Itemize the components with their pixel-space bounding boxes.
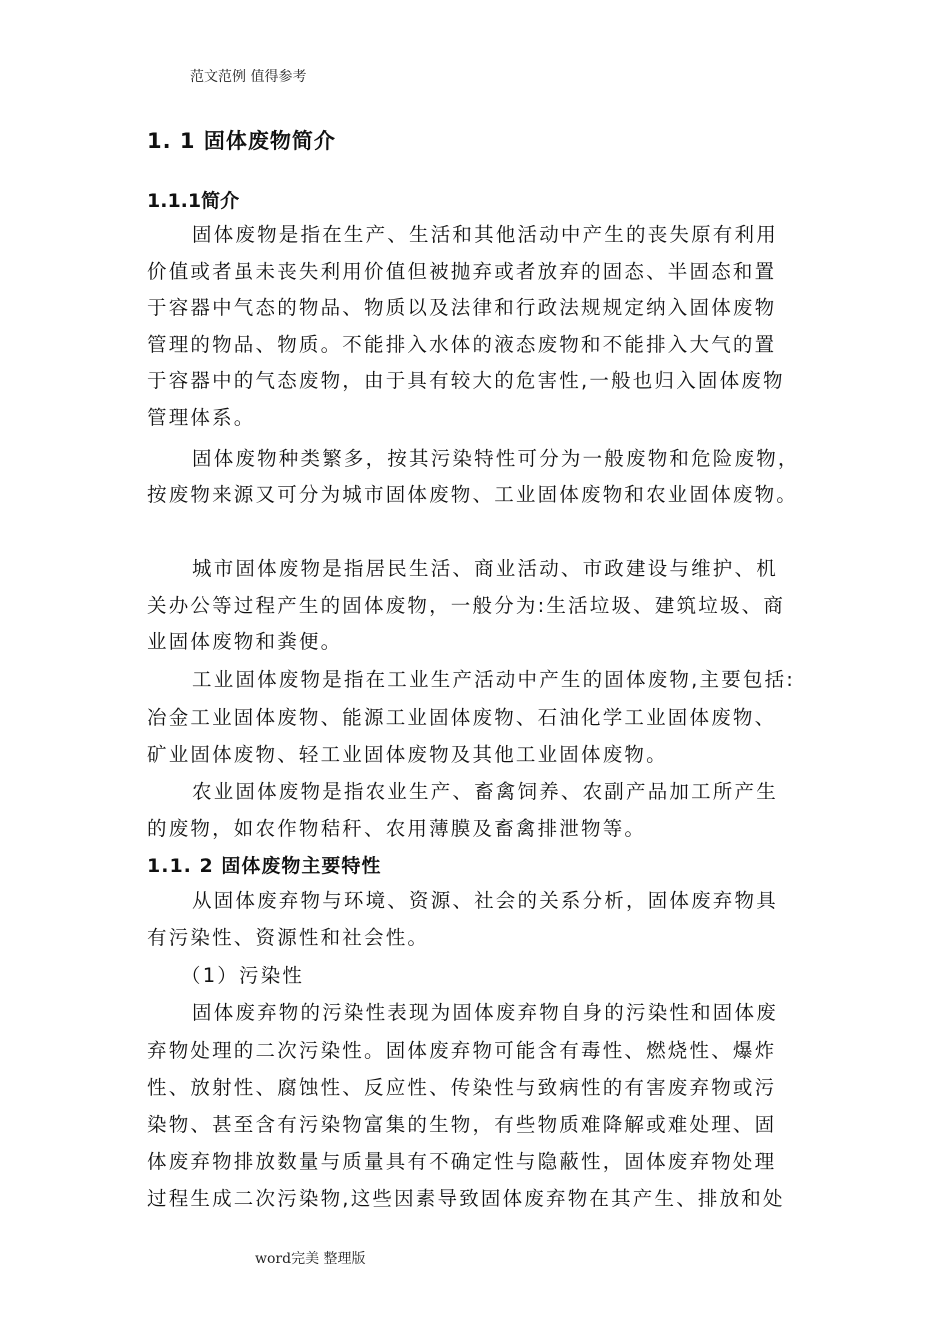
paragraph-line: 冶金工业固体废物、能源工业固体废物、石油化学工业固体废物、 (147, 706, 777, 729)
paragraph-line: 固体废物种类繁多，按其污染特性可分为一般废物和危险废物， (192, 447, 800, 470)
paragraph-line: 矿业固体废物、轻工业固体废物及其他工业固体废物。 (147, 743, 668, 766)
paragraph-line: 固体废物是指在生产、生活和其他活动中产生的丧失原有利用 (192, 223, 778, 246)
paragraph-line: 管理体系。 (147, 406, 256, 429)
paragraph-line: 管理的物品、物质。不能排入水体的液态废物和不能排入大气的置 (147, 333, 777, 356)
paragraph-line: 的废物，如农作物秸秆、农用薄膜及畜禽排泄物等。 (147, 817, 647, 840)
section-title-1-1: 1. 1 固体废物简介 (147, 129, 336, 153)
paragraph-line: 城市固体废物是指居民生活、商业活动、市政建设与维护、机 (192, 557, 778, 580)
paragraph-line: 从固体废弃物与环境、资源、社会的关系分析，固体废弃物具 (192, 889, 778, 912)
page-footer-note: word完美 整理版 (255, 1251, 366, 1267)
paragraph-line: 关办公等过程产生的固体废物，一般分为:生活垃圾、建筑垃圾、商 (147, 594, 786, 617)
subheading-pollution: （1）污染性 (181, 964, 305, 987)
paragraph-line: 工业固体废物是指在工业生产活动中产生的固体废物,主要包括: (192, 668, 796, 691)
paragraph-line: 按废物来源又可分为城市固体废物、工业固体废物和农业固体废物。 (147, 483, 799, 506)
page-header-note: 范文范例 值得参考 (190, 69, 307, 85)
paragraph-line: 农业固体废物是指农业生产、畜禽饲养、农副产品加工所产生 (192, 780, 778, 803)
paragraph-line: 有污染性、资源性和社会性。 (147, 926, 430, 949)
section-title-1-1-2: 1.1. 2 固体废物主要特性 (147, 855, 382, 877)
paragraph-line: 于容器中的气态废物，由于具有较大的危害性,一般也归入固体废物 (147, 369, 785, 392)
section-title-1-1-1: 1.1.1简介 (147, 190, 240, 212)
paragraph-line: 业固体废物和粪便。 (147, 630, 343, 653)
paragraph-line: 体废弃物排放数量与质量具有不确定性与隐蔽性，固体废弃物处理 (147, 1150, 777, 1173)
paragraph-line: 性、放射性、腐蚀性、反应性、传染性与致病性的有害废弃物或污 (147, 1076, 777, 1099)
paragraph-line: 弃物处理的二次污染性。固体废弃物可能含有毒性、燃烧性、爆炸 (147, 1039, 777, 1062)
paragraph-line: 过程生成二次污染物,这些因素导致固体废弃物在其产生、排放和处 (147, 1187, 785, 1210)
paragraph-line: 于容器中气态的物品、物质以及法律和行政法规规定纳入固体废物 (147, 296, 777, 319)
paragraph-line: 固体废弃物的污染性表现为固体废弃物自身的污染性和固体废 (192, 1001, 778, 1024)
paragraph-line: 染物、甚至含有污染物富集的生物，有些物质难降解或难处理、固 (147, 1113, 777, 1136)
paragraph-line: 价值或者虽未丧失利用价值但被抛弃或者放弃的固态、半固态和置 (147, 260, 777, 283)
